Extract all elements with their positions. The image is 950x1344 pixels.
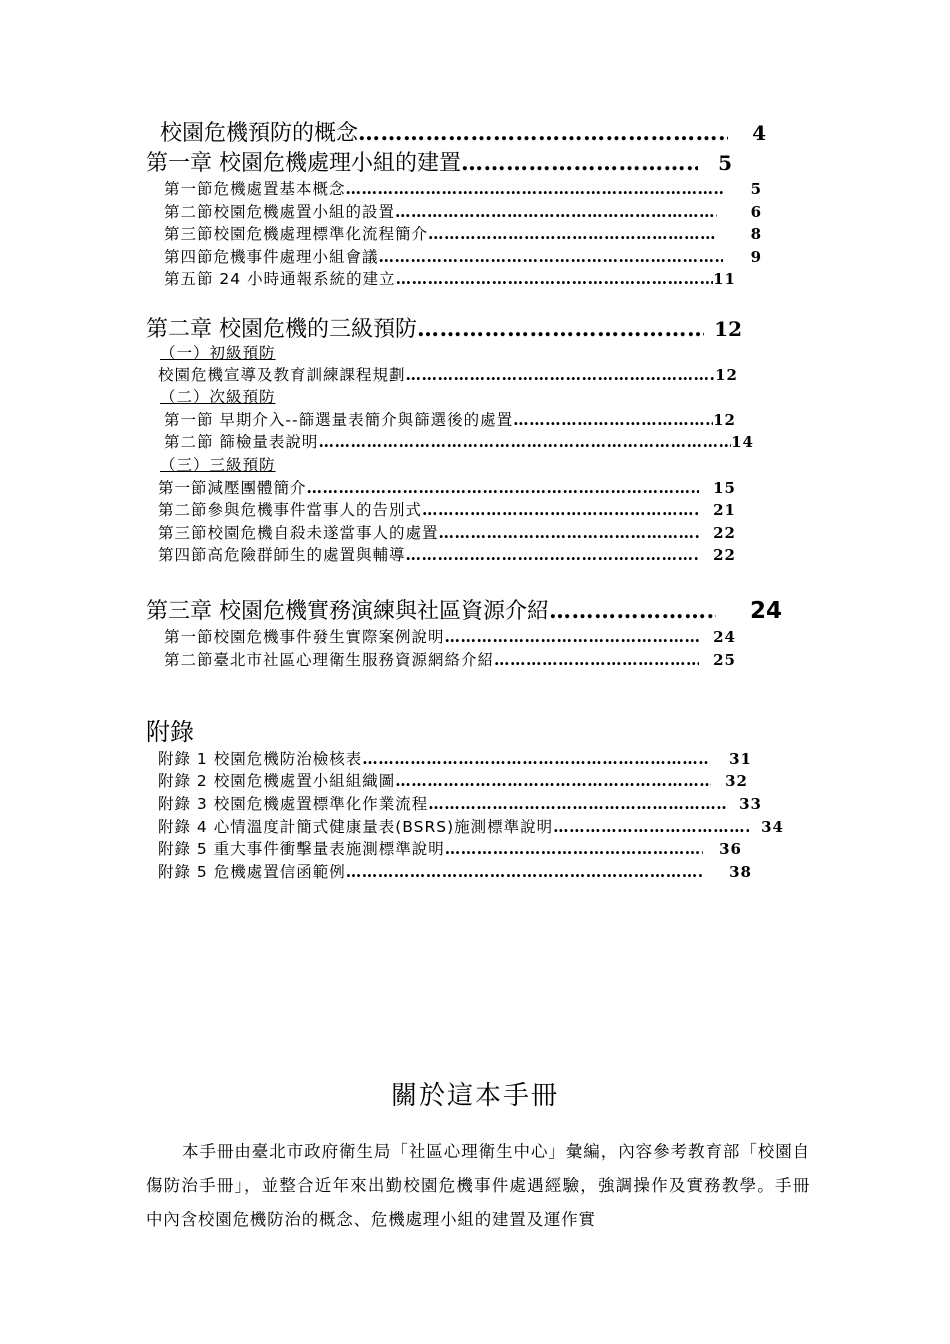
toc-leader-dots	[406, 365, 716, 384]
toc-leader-dots	[461, 150, 698, 176]
toc-entry-title: 第二節參與危機事件當事人的告別式	[158, 501, 423, 519]
appendix-heading: 附錄	[146, 718, 194, 746]
toc-entry-appendix-1[interactable]	[158, 747, 752, 769]
toc-leader-dots	[553, 817, 749, 836]
toc-entry-title: 第二章 校園危機的三級預防	[146, 317, 417, 342]
toc-entry-page: 33	[739, 795, 762, 813]
toc-entry-ch3-section-1[interactable]	[164, 625, 736, 647]
toc-leader-dots	[428, 794, 727, 813]
subsection-primary-prevention: （一）初級預防	[160, 344, 276, 362]
toc-entry-page: 25	[713, 651, 736, 669]
about-paragraph: 本手冊由臺北市政府衛生局「社區心理衛生中心」彙編，內容參考教育部「校園自傷防治手冊」，並整合近年來出勤校園危機事件處遇經驗，強調操作及實務教學。手冊中內含校園危機防治的概念、危機處理小組的建置及運作實	[146, 1142, 810, 1229]
toc-entry-page: 8	[750, 225, 762, 243]
toc-entry-title: 第四節高危險群師生的處置與輔導	[158, 546, 406, 564]
toc-entry-concept[interactable]	[160, 116, 766, 147]
toc-entry-page: 5	[750, 180, 762, 198]
toc-leader-dots	[417, 316, 704, 342]
toc-entry-page: 32	[725, 772, 748, 790]
toc-leader-dots	[362, 749, 709, 768]
toc-entry-title: 第一章 校園危機處理小組的建置	[146, 151, 461, 176]
toc-entry-appendix-3[interactable]	[158, 792, 762, 814]
toc-entry-title: 附錄 1 校園危機防治檢核表	[158, 750, 363, 768]
toc-entry-page: 22	[713, 524, 736, 542]
toc-entry-appendix-4[interactable]	[158, 815, 784, 837]
toc-entry-page: 21	[713, 501, 736, 519]
toc-entry-tertiary-item-1[interactable]	[158, 476, 736, 498]
toc-entry-title: 附錄 4 心情溫度計簡式健康量表(BSRS)施測標準說明	[158, 818, 554, 836]
toc-entry-title: 第一節減壓團體簡介	[158, 479, 307, 497]
toc-leader-dots	[549, 598, 716, 624]
toc-entry-title: 第二節 篩檢量表說明	[164, 433, 319, 451]
toc-entry-tertiary-item-2[interactable]	[158, 498, 736, 520]
toc-leader-dots	[439, 523, 700, 542]
toc-entry-chapter-3[interactable]	[146, 594, 782, 625]
toc-entry-page: 38	[729, 863, 752, 881]
toc-entry-appendix-5[interactable]	[158, 837, 742, 859]
toc-entry-title: 第三節校園危機處理標準化流程簡介	[164, 225, 429, 243]
toc-entry-chapter-2[interactable]	[146, 312, 742, 343]
toc-entry-appendix-2[interactable]	[158, 769, 748, 791]
toc-leader-dots	[494, 650, 699, 669]
toc-leader-dots	[395, 202, 717, 221]
toc-leader-dots	[445, 839, 703, 858]
toc-entry-title: 第三節校園危機自殺未遂當事人的處置	[158, 524, 439, 542]
toc-entry-title: 第三章 校園危機實務演練與社區資源介紹	[146, 599, 549, 624]
toc-leader-dots	[379, 247, 723, 266]
toc-entry-title: 第一節 早期介入--篩選量表簡介與篩選後的處置	[164, 411, 514, 429]
toc-entry-page: 24	[749, 598, 782, 624]
toc-entry-title: 附錄 2 校園危機處置小組組織圖	[158, 772, 396, 790]
toc-entry-page: 5	[718, 151, 732, 175]
toc-entry-tertiary-item-3[interactable]	[158, 521, 736, 543]
subsection-tertiary-prevention: （三）三級預防	[160, 456, 276, 474]
toc-leader-dots	[346, 179, 725, 198]
toc-entry-page: 11	[713, 270, 736, 288]
toc-leader-dots	[307, 478, 700, 497]
toc-entry-page: 14	[731, 433, 754, 451]
toc-leader-dots	[406, 545, 700, 564]
toc-entry-page: 36	[719, 840, 742, 858]
toc-leader-dots	[395, 771, 711, 790]
toc-entry-page: 12	[713, 411, 736, 429]
toc-leader-dots	[346, 862, 703, 881]
toc-entry-page: 15	[713, 479, 736, 497]
toc-entry-page: 12	[714, 317, 742, 341]
about-title: 關於這本手冊	[390, 1081, 559, 1111]
toc-leader-dots	[445, 627, 700, 646]
toc-entry-page: 6	[750, 203, 762, 221]
toc-leader-dots	[318, 432, 731, 451]
toc-leader-dots	[428, 224, 717, 243]
toc-entry-primary-item[interactable]	[158, 363, 738, 385]
toc-entry-page: 12	[715, 366, 738, 384]
toc-entry-chapter-1[interactable]	[146, 146, 732, 177]
toc-entry-appendix-6[interactable]	[158, 860, 752, 882]
toc-entry-title: 第二節臺北市社區心理衛生服務資源網絡介紹	[164, 651, 495, 669]
toc-entry-ch1-section-2[interactable]	[164, 200, 762, 222]
toc-entry-page: 9	[750, 248, 762, 266]
toc-leader-dots	[422, 500, 699, 519]
toc-entry-secondary-item-1[interactable]	[164, 408, 736, 430]
subsection-secondary-prevention: （二）次級預防	[160, 388, 276, 406]
toc-entry-title: 校園危機預防的概念	[160, 121, 359, 146]
toc-entry-title: 校園危機宣導及教育訓練課程規劃	[158, 366, 406, 384]
toc-entry-title: 第一節校園危機事件發生實際案例說明	[164, 628, 445, 646]
toc-leader-dots	[513, 410, 713, 429]
toc-entry-title: 附錄 5 重大事件衝擊量表施測標準說明	[158, 840, 445, 858]
toc-leader-dots	[396, 269, 714, 288]
toc-entry-ch1-section-3[interactable]	[164, 222, 762, 244]
toc-entry-ch1-section-4[interactable]	[164, 245, 762, 267]
toc-entry-ch1-section-5[interactable]	[164, 267, 736, 289]
toc-entry-title: 第一節危機處置基本概念	[164, 180, 346, 198]
toc-entry-page: 31	[729, 750, 752, 768]
toc-entry-title: 第四節危機事件處理小組會議	[164, 248, 379, 266]
toc-entry-page: 34	[761, 818, 784, 836]
toc-entry-title: 附錄 3 校園危機處置標準化作業流程	[158, 795, 429, 813]
toc-entry-title: 第五節 24 小時通報系統的建立	[164, 270, 396, 288]
toc-entry-tertiary-item-4[interactable]	[158, 543, 736, 565]
toc-entry-title: 第二節校園危機處置小組的設置	[164, 203, 396, 221]
toc-leader-dots	[358, 120, 728, 146]
toc-entry-page: 24	[713, 628, 736, 646]
toc-entry-secondary-item-2[interactable]	[164, 430, 754, 452]
toc-entry-page: 4	[752, 121, 766, 145]
toc-entry-ch3-section-2[interactable]	[164, 648, 736, 670]
toc-entry-page: 22	[713, 546, 736, 564]
toc-entry-ch1-section-1[interactable]	[164, 177, 762, 199]
toc-entry-title: 附錄 5 危機處置信函範例	[158, 863, 346, 881]
